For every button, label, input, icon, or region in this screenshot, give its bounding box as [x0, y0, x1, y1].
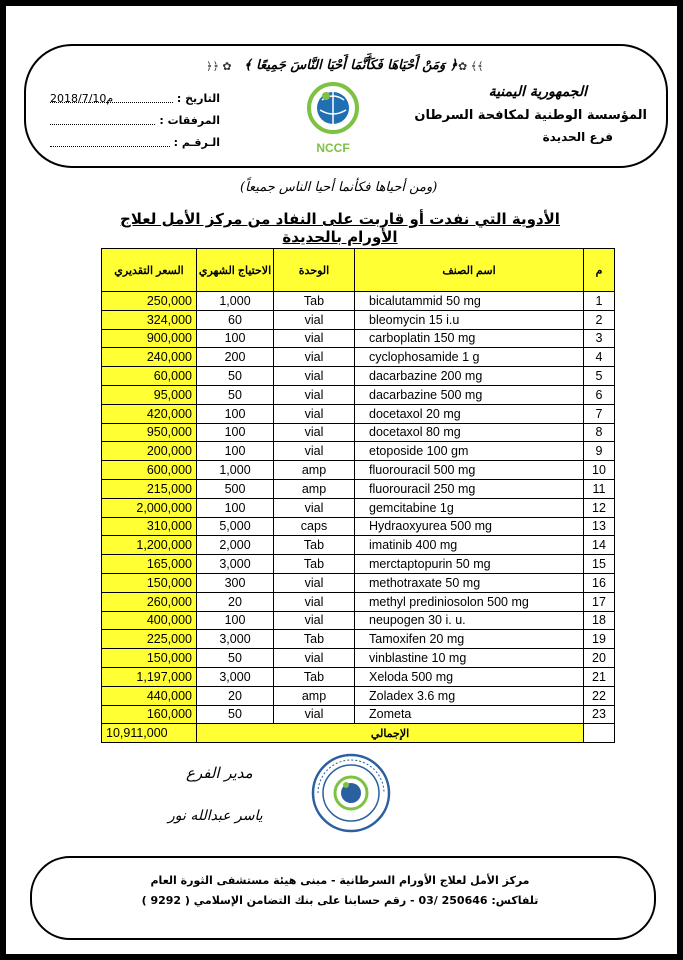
cell-name: carboplatin 150 mg — [355, 329, 584, 348]
cell-unit: vial — [274, 385, 355, 404]
table-row — [102, 498, 615, 517]
cell-unit: vial — [274, 310, 355, 329]
cell-name: gemcitabine 1g — [355, 498, 584, 517]
cell-need: 20 — [197, 592, 274, 611]
cell-no: 19 — [584, 630, 615, 649]
cell-need: 1,000 — [197, 461, 274, 480]
attachments-label: المرفقات : — [159, 114, 220, 127]
number-row — [50, 136, 220, 149]
table-row — [102, 367, 615, 386]
cell-price: 440,000 — [102, 686, 197, 705]
cell-unit: vial — [274, 329, 355, 348]
cell-name: cyclophosamide 1 g — [355, 348, 584, 367]
cell-no: 17 — [584, 592, 615, 611]
cell-no: 5 — [584, 367, 615, 386]
table-row — [102, 461, 615, 480]
table-row — [102, 686, 615, 705]
nccf-logo — [296, 78, 370, 158]
table-row — [102, 555, 615, 574]
cell-name: etoposide 100 gm — [355, 442, 584, 461]
table-row — [102, 649, 615, 668]
cell-unit: Tab — [274, 536, 355, 555]
cell-name: methotraxate 50 mg — [355, 573, 584, 592]
cell-price: 250,000 — [102, 292, 197, 311]
ornament-left: ﴿﴿ ✿ — [206, 60, 232, 73]
verse-line: (ومن أحياها فكأنما أحيا الناس جميعاً) — [240, 180, 438, 195]
cell-need: 100 — [197, 404, 274, 423]
cell-price: 950,000 — [102, 423, 197, 442]
cell-no: 7 — [584, 404, 615, 423]
number-label: الـرقـم : — [173, 136, 220, 149]
table-header-row — [102, 249, 615, 292]
cell-no: 12 — [584, 498, 615, 517]
cell-need: 100 — [197, 611, 274, 630]
cell-no: 11 — [584, 479, 615, 498]
cell-need: 3,000 — [197, 667, 274, 686]
table-row — [102, 442, 615, 461]
cell-unit: Tab — [274, 555, 355, 574]
cell-unit: Tab — [274, 292, 355, 311]
cell-no: 8 — [584, 423, 615, 442]
cell-price: 160,000 — [102, 705, 197, 724]
cell-no: 2 — [584, 310, 615, 329]
header-unit: الوحدة — [274, 249, 355, 292]
cell-need: 50 — [197, 649, 274, 668]
cell-unit: vial — [274, 367, 355, 386]
cell-need: 60 — [197, 310, 274, 329]
cell-no: 16 — [584, 573, 615, 592]
cell-price: 600,000 — [102, 461, 197, 480]
cell-price: 1,200,000 — [102, 536, 197, 555]
cell-unit: vial — [274, 592, 355, 611]
cell-price: 420,000 — [102, 404, 197, 423]
cell-no: 14 — [584, 536, 615, 555]
table-row — [102, 479, 615, 498]
cell-need: 5,000 — [197, 517, 274, 536]
cell-name: methyl prediniosolon 500 mg — [355, 592, 584, 611]
cell-need: 50 — [197, 367, 274, 386]
cell-no: 20 — [584, 649, 615, 668]
cell-price: 2,000,000 — [102, 498, 197, 517]
cell-no: 10 — [584, 461, 615, 480]
cell-no: 18 — [584, 611, 615, 630]
total-row — [102, 724, 615, 743]
cell-unit: vial — [274, 649, 355, 668]
cell-price: 150,000 — [102, 649, 197, 668]
cell-need: 2,000 — [197, 536, 274, 555]
cell-price: 400,000 — [102, 611, 197, 630]
cell-unit: vial — [274, 404, 355, 423]
quran-verse: ﴿ وَمَنْ أَحْيَاهَا فَكَأَنَّمَا أَحْيَا النَّاسَ جَمِيعًا ﴾ — [244, 58, 458, 73]
table-row — [102, 517, 615, 536]
cell-need: 1,000 — [197, 292, 274, 311]
table-row — [102, 573, 615, 592]
cell-name: fluorouracil 500 mg — [355, 461, 584, 480]
cell-unit: vial — [274, 498, 355, 517]
cell-unit: vial — [274, 611, 355, 630]
table-row — [102, 423, 615, 442]
table-row — [102, 329, 615, 348]
cell-price: 900,000 — [102, 329, 197, 348]
medicines-table — [101, 248, 615, 743]
cell-no: 15 — [584, 555, 615, 574]
cell-unit: caps — [274, 517, 355, 536]
cell-unit: vial — [274, 573, 355, 592]
logo-text: NCCF — [316, 141, 350, 155]
table-row — [102, 310, 615, 329]
ornament-right: ✿ ﴾﴾ — [458, 60, 484, 73]
cell-no: 9 — [584, 442, 615, 461]
table-row — [102, 611, 615, 630]
cell-unit: amp — [274, 479, 355, 498]
cell-price: 215,000 — [102, 479, 197, 498]
cell-unit: amp — [274, 461, 355, 480]
cell-name: vinblastine 10 mg — [355, 649, 584, 668]
cell-price: 1,197,000 — [102, 667, 197, 686]
cell-need: 300 — [197, 573, 274, 592]
cell-price: 240,000 — [102, 348, 197, 367]
header-need: الاحتياج الشهري — [197, 249, 274, 292]
document-title: الأدوية التي نفدت أو قاربت على النفاد من مركز الأمل لعلاج الأورام بالحديدة — [120, 210, 560, 246]
table-row — [102, 667, 615, 686]
organization-name: المؤسسة الوطنية لمكافحة السرطان — [414, 108, 647, 123]
total-label: الإجمالي — [197, 724, 584, 743]
cell-no: 1 — [584, 292, 615, 311]
cell-price: 150,000 — [102, 573, 197, 592]
cell-unit: vial — [274, 442, 355, 461]
cell-no: 3 — [584, 329, 615, 348]
table-row — [102, 592, 615, 611]
cell-need: 50 — [197, 385, 274, 404]
table-row — [102, 630, 615, 649]
table-row — [102, 292, 615, 311]
cell-need: 100 — [197, 423, 274, 442]
cell-price: 324,000 — [102, 310, 197, 329]
cell-need: 100 — [197, 442, 274, 461]
cell-need: 50 — [197, 705, 274, 724]
footer-address: مركز الأمل لعلاج الأورام السرطانية - مبنى هيئة مستشفى الثورة العام — [150, 874, 530, 887]
cell-unit: vial — [274, 348, 355, 367]
cell-price: 95,000 — [102, 385, 197, 404]
cell-price: 260,000 — [102, 592, 197, 611]
table-row — [102, 705, 615, 724]
table-row — [102, 348, 615, 367]
cell-price: 200,000 — [102, 442, 197, 461]
header-name: اسم الصنف — [355, 249, 584, 292]
cell-price: 310,000 — [102, 517, 197, 536]
cell-price: 225,000 — [102, 630, 197, 649]
cell-name: docetaxol 80 mg — [355, 423, 584, 442]
table-row — [102, 385, 615, 404]
cell-no: 22 — [584, 686, 615, 705]
table-row — [102, 536, 615, 555]
cell-name: docetaxol 20 mg — [355, 404, 584, 423]
cell-name: Zoladex 3.6 mg — [355, 686, 584, 705]
cell-need: 20 — [197, 686, 274, 705]
date-label: التاريخ : — [176, 92, 220, 105]
cell-no: 6 — [584, 385, 615, 404]
cell-name: bicalutammid 50 mg — [355, 292, 584, 311]
cell-name: fluorouracil 250 mg — [355, 479, 584, 498]
date-row — [50, 92, 220, 105]
cell-name: Hydraoxyurea 500 mg — [355, 517, 584, 536]
cell-name: imatinib 400 mg — [355, 536, 584, 555]
date-value: 2018/7/10م — [50, 92, 173, 103]
cell-need: 100 — [197, 329, 274, 348]
cell-name: Zometa — [355, 705, 584, 724]
republic-name: الجمهورية اليمنية — [488, 84, 587, 100]
cell-need: 500 — [197, 479, 274, 498]
cell-unit: Tab — [274, 630, 355, 649]
cell-no: 13 — [584, 517, 615, 536]
cell-no: 21 — [584, 667, 615, 686]
cell-unit: amp — [274, 686, 355, 705]
footer-contact: تلفاكس: 250646 /03 - رقم حسابنا على بنك التضامن الإسلامي ( 9292 ) — [141, 894, 539, 907]
cell-price: 165,000 — [102, 555, 197, 574]
cell-unit: Tab — [274, 667, 355, 686]
cell-name: neupogen 30 i. u. — [355, 611, 584, 630]
cell-no: 4 — [584, 348, 615, 367]
table-row — [102, 404, 615, 423]
cell-price: 60,000 — [102, 367, 197, 386]
cell-name: Tamoxifen 20 mg — [355, 630, 584, 649]
cell-name: dacarbazine 500 mg — [355, 385, 584, 404]
branch-name: فرع الحديدة — [542, 130, 613, 144]
cell-need: 200 — [197, 348, 274, 367]
cell-need: 3,000 — [197, 630, 274, 649]
cell-no: 23 — [584, 705, 615, 724]
cell-unit: vial — [274, 705, 355, 724]
header-price: السعر التقديري — [102, 249, 197, 292]
attachments-row — [50, 114, 220, 127]
cell-need: 3,000 — [197, 555, 274, 574]
cell-name: bleomycin 15 i.u — [355, 310, 584, 329]
cell-name: merctaptopurin 50 mg — [355, 555, 584, 574]
cell-name: Xeloda 500 mg — [355, 667, 584, 686]
header-no: م — [584, 249, 615, 292]
cell-need: 100 — [197, 498, 274, 517]
signature-name: ياسر عبدالله نور — [168, 808, 263, 824]
official-seal — [310, 752, 392, 834]
cell-name: dacarbazine 200 mg — [355, 367, 584, 386]
signature-title: مدير الفرع — [186, 764, 253, 782]
total-value: 10,911,000 — [102, 724, 197, 743]
cell-unit: vial — [274, 423, 355, 442]
